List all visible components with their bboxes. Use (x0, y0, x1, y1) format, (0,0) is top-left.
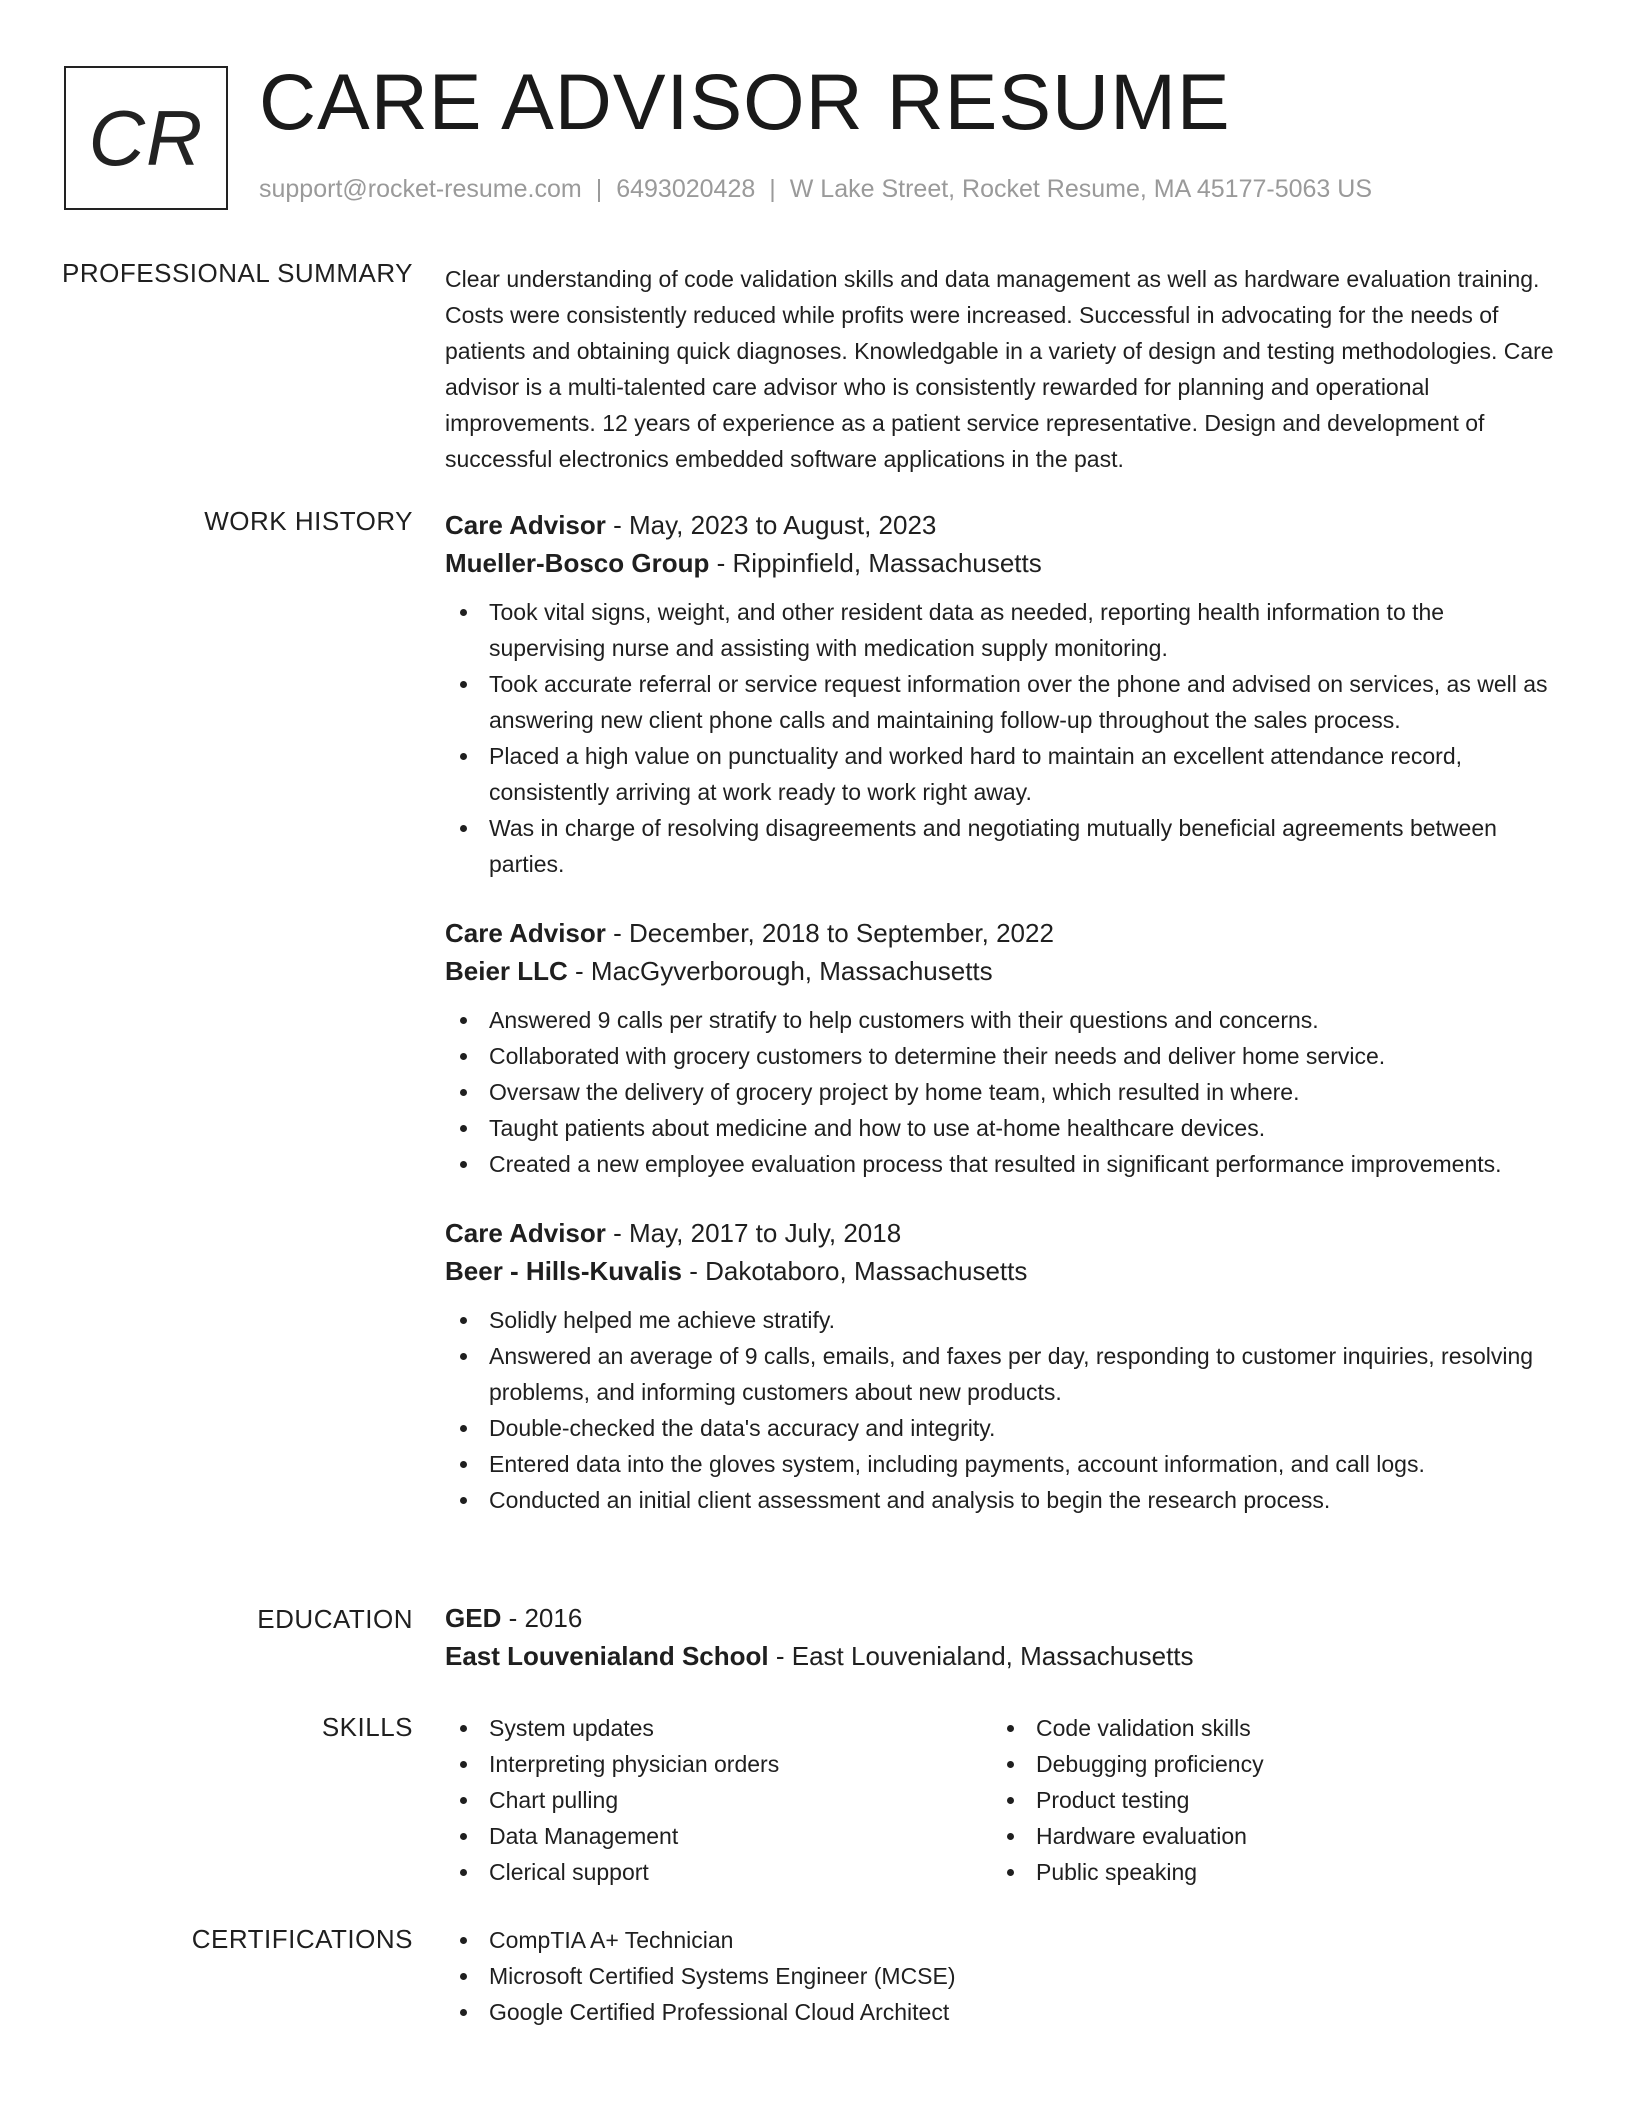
job-bullet-item: Taught patients about medicine and how to use at-home healthcare devices. (445, 1110, 1565, 1146)
skill-item: Product testing (992, 1782, 1539, 1818)
skill-item: Hardware evaluation (992, 1818, 1539, 1854)
job-entry (445, 506, 1565, 882)
certification-item: CompTIA A+ Technician (445, 1922, 1565, 1958)
job-bullets (445, 594, 1565, 882)
job-bullets (445, 1302, 1565, 1518)
job-bullet-item: Was in charge of resolving disagreements and negotiating mutually beneficial agreements between parties. (445, 810, 1565, 882)
certifications-list (445, 1922, 1565, 2030)
education-school-line (445, 1637, 1565, 1675)
job-bullet-item: Placed a high value on punctuality and worked hard to maintain an excellent attendance record, consistently arriving at work ready to work right away. (445, 738, 1565, 810)
education-degree-line (445, 1599, 1565, 1637)
skill-item: Public speaking (992, 1854, 1539, 1890)
section-label-certifications: CERTIFICATIONS (191, 1924, 413, 1954)
job-title: Care Advisor (445, 918, 606, 948)
job-location: - Dakotaboro, Massachusetts (681, 1256, 1028, 1286)
job-title-line (445, 506, 1565, 544)
job-bullet-item: Created a new employee evaluation process that resulted in significant performance improvements. (445, 1146, 1565, 1182)
contact-phone[interactable]: 6493020428 (616, 175, 756, 203)
skills-grid (445, 1710, 1565, 1890)
job-company: Beer - Hills-Kuvalis (445, 1256, 682, 1286)
contact-address: W Lake Street, Rocket Resume, MA 45177-5063 US (789, 175, 1372, 203)
job-bullet-item: Double-checked the data's accuracy and integrity. (445, 1410, 1565, 1446)
job-company-line (445, 1252, 1565, 1290)
job-bullet-item: Oversaw the delivery of grocery project by home team, which resulted in where. (445, 1074, 1565, 1110)
skill-item: Debugging proficiency (992, 1746, 1539, 1782)
job-bullet-item: Collaborated with grocery customers to determine their needs and deliver home service. (445, 1038, 1565, 1074)
job-company-line (445, 544, 1565, 582)
job-title-line (445, 1214, 1565, 1252)
education-year: - 2016 (501, 1603, 583, 1633)
job-bullet-item: Entered data into the gloves system, including payments, account information, and call logs. (445, 1446, 1565, 1482)
certification-item: Google Certified Professional Cloud Architect (445, 1994, 1565, 2030)
certification-item: Microsoft Certified Systems Engineer (MCSE) (445, 1958, 1565, 1994)
monogram-initials: CR (88, 93, 204, 182)
section-label-work-history: WORK HISTORY (204, 506, 413, 536)
job-location: - Rippinfield, Massachusetts (709, 548, 1042, 578)
monogram-box (64, 66, 228, 210)
resume-title: CARE ADVISOR RESUME (259, 57, 1231, 146)
education-school: East Louvenialand School (445, 1641, 769, 1671)
job-location: - MacGyverborough, Massachusetts (567, 956, 993, 986)
job-bullet-item: Conducted an initial client assessment and analysis to begin the research process. (445, 1482, 1565, 1518)
skill-item: Code validation skills (992, 1710, 1539, 1746)
job-dates: - May, 2023 to August, 2023 (605, 510, 937, 540)
section-label-summary: PROFESSIONAL SUMMARY (62, 258, 413, 288)
section-label-skills: SKILLS (321, 1712, 413, 1742)
contact-email[interactable]: support@rocket-resume.com (259, 175, 582, 203)
section-label-education: EDUCATION (257, 1604, 413, 1634)
job-title: Care Advisor (445, 510, 606, 540)
skill-item: System updates (445, 1710, 992, 1746)
job-bullets (445, 1002, 1565, 1182)
job-dates: - December, 2018 to September, 2022 (605, 918, 1054, 948)
job-entry (445, 1214, 1565, 1518)
job-title-line (445, 914, 1565, 952)
summary-text: Clear understanding of code validation skills and data management as well as hardware evaluation training. Costs were consistently reduced while profits were increased. Successful in advocating for the needs of patients and obtaining quick diagnoses. Knowledgable in a variety of design and testing methodologies. Care advisor is a multi-talented care advisor who is consistently rewarded for planning and operational improvements. 12 years of experience as a patient service representative. Design and development of successful electronics embedded software applications in the past. (445, 266, 1554, 472)
contact-separator: | (595, 175, 603, 203)
job-bullet-item: Took vital signs, weight, and other resident data as needed, reporting health information to the supervising nurse and assisting with medication supply monitoring. (445, 594, 1565, 666)
education-location: - East Louvenialand, Massachusetts (768, 1641, 1194, 1671)
job-dates: - May, 2017 to July, 2018 (605, 1218, 902, 1248)
jobs-list (445, 506, 1565, 1550)
skill-item: Interpreting physician orders (445, 1746, 992, 1782)
job-bullet-item: Solidly helped me achieve stratify. (445, 1302, 1565, 1338)
job-bullet-item: Answered 9 calls per stratify to help customers with their questions and concerns. (445, 1002, 1565, 1038)
job-title: Care Advisor (445, 1218, 606, 1248)
job-entry (445, 914, 1565, 1182)
education-degree: GED (445, 1603, 502, 1633)
job-bullet-item: Answered an average of 9 calls, emails, and faxes per day, responding to customer inquiries, resolving problems, and informing customers about new products. (445, 1338, 1565, 1410)
contact-line (259, 175, 1372, 204)
job-company-line (445, 952, 1565, 990)
skill-item: Clerical support (445, 1854, 992, 1890)
job-company: Beier LLC (445, 956, 568, 986)
job-bullet-item: Took accurate referral or service request information over the phone and advised on services, as well as answering new client phone calls and maintaining follow-up throughout the sales process. (445, 666, 1565, 738)
skill-item: Data Management (445, 1818, 992, 1854)
skills-list-left (445, 1710, 992, 1890)
skills-list-right (992, 1710, 1539, 1890)
job-company: Mueller-Bosco Group (445, 548, 710, 578)
skill-item: Chart pulling (445, 1782, 992, 1818)
contact-separator: | (769, 175, 776, 203)
